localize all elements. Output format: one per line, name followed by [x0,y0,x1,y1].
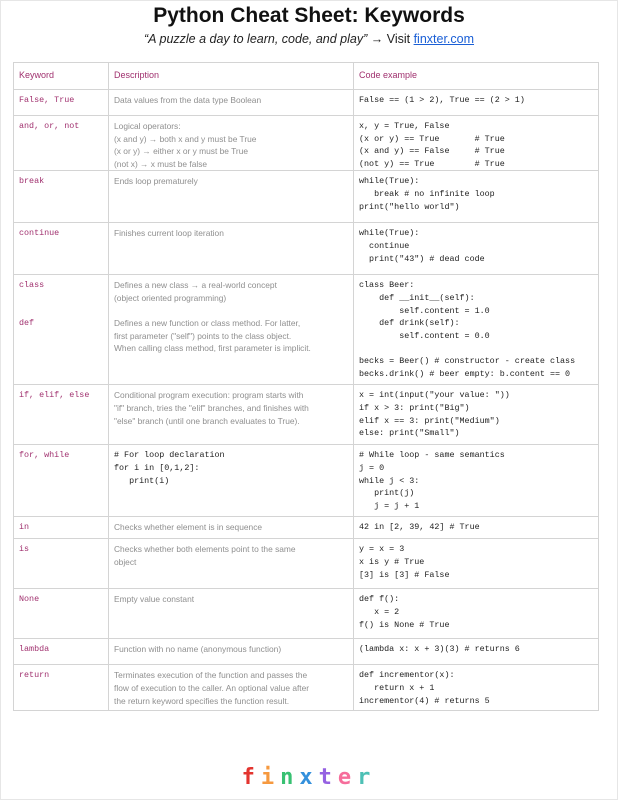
description-text: Conditional program execution: program starts with [114,390,304,401]
code-line: 42 in [2, 39, 42] # True [359,522,480,533]
code-example-cell [354,665,599,711]
keyword-cell [14,517,109,539]
keyword-text: lambda [19,644,50,655]
code-line: def __init__(self): [359,292,475,303]
code-line: if x > 3: print("Big") [359,402,470,413]
description-text: (x or y) → either x or y must be True [114,146,249,157]
description-text: first parameter ("self") points to the class object. [114,330,292,341]
code-line: x = 2 [359,606,400,617]
keyword-text: is [19,544,30,555]
table-row [14,385,599,445]
description-text: When calling class method, first parameter is implicit. [114,343,311,354]
code-example-cell [354,639,599,665]
keyword-cell [14,223,109,275]
code-line: x, y = True, False [359,121,450,131]
logo-letter: e [337,765,358,790]
column-header-code: Code example [354,63,599,90]
subtitle [0,32,618,46]
table-row [14,116,599,171]
code-line: f() is None # True [359,619,450,630]
description-text: (not x) → x must be false [114,158,208,169]
table-row [14,639,599,665]
code-line: while(True): [359,228,420,239]
keyword-text: in [19,522,30,533]
code-line: # While loop - same semantics [359,450,505,461]
code-line: def f(): [359,594,400,605]
keyword-cell [14,116,109,171]
description-text: (object oriented programming) [114,292,227,303]
code-example-cell [354,539,599,589]
code-line: continue [359,240,410,251]
keyword-text: if, elif, else [19,390,90,401]
code-line: break # no infinite loop [359,188,495,199]
keyword-cell [14,275,109,385]
description-text: the return keyword specifies the function result. [114,695,290,706]
description-text: Empty value constant [114,594,195,605]
code-example-cell [354,517,599,539]
keyword-text: def [19,318,35,329]
code-line: (not y) == True # True [359,158,505,169]
description-text: (x and y) → both x and y must be True [114,133,257,144]
code-line: print("43") # dead code [359,253,485,264]
table-row [14,589,599,639]
keyword-text [19,305,104,318]
finxter-logo [0,765,618,790]
code-line: (x or y) == True # True [359,133,505,144]
description-code-line: # For loop declaration [114,450,225,461]
keyword-text: break [19,176,45,187]
code-line: incrementor(4) # returns 5 [359,695,490,706]
code-line: print("hello world") [359,201,460,212]
description-text: Data values from the data type Boolean [114,95,262,105]
logo-letter: n [280,765,300,790]
code-example-cell [354,171,599,223]
logo-letter: r [357,765,377,790]
description-code-line: for i in [0,1,2]: [114,462,200,473]
keyword-text: False, True [19,95,75,105]
keyword-text: and, or, not [19,121,80,131]
code-line: class Beer: [359,280,415,291]
code-line: j = j + 1 [359,500,420,511]
table-row [14,517,599,539]
code-line: (lambda x: x + 3)(3) # returns 6 [359,644,520,655]
logo-letter: f [241,765,261,790]
keyword-cell [14,589,109,639]
logo-letter: x [299,765,319,790]
code-example-cell [354,90,599,116]
code-line: print(j) [359,488,415,499]
logo-letter: i [260,765,281,790]
column-header-description: Description [109,63,354,90]
description-cell [109,223,354,275]
description-cell [109,665,354,711]
description-text: "else" branch (until one branch evaluates to True). [114,415,300,426]
code-line: becks = Beer() # constructor - create class [359,355,576,366]
keyword-cell [14,90,109,116]
description-cell [109,445,354,517]
keyword-text: return [19,670,50,681]
table-row [14,665,599,711]
code-line: [3] is [3] # False [359,569,450,580]
keyword-text: continue [19,228,60,239]
code-line: else: print("Small") [359,428,460,439]
table-row [14,539,599,589]
description-cell [109,275,354,385]
description-cell [109,116,354,171]
code-line: elif x == 3: print("Medium") [359,415,500,426]
description-cell [109,517,354,539]
code-example-cell [354,223,599,275]
description-text: "if" branch, tries the "elif" branches, and finishes with [114,402,309,413]
description-cell [109,589,354,639]
code-line: self.content = 1.0 [359,305,490,316]
description-text: Defines a new function or class method. For latter, [114,318,301,329]
description-text: Function with no name (anonymous function) [114,644,282,655]
code-example-cell [354,116,599,171]
logo-letter: t [318,765,338,790]
code-example-cell [354,275,599,385]
tagline: “A puzzle a day to learn, code, and play” [143,32,368,46]
description-code-line: print(i) [114,475,170,486]
code-example-cell [354,385,599,445]
keyword-cell [14,171,109,223]
description-cell [109,639,354,665]
visit-text: → Visit [367,32,414,46]
table-row [14,223,599,275]
keyword-text: class [19,280,45,291]
keyword-text: for, while [19,450,70,461]
description-text [114,305,349,318]
code-line: return x + 1 [359,682,435,693]
code-line: while j < 3: [359,475,420,486]
table-row [14,445,599,517]
description-text: Defines a new class → a real-world concept [114,280,277,291]
code-line: x is y # True [359,556,425,567]
keyword-cell [14,639,109,665]
keyword-cell [14,539,109,589]
table-row [14,171,599,223]
keyword-text [19,292,104,305]
description-text: Checks whether element is in sequence [114,522,263,533]
description-text: object [114,556,137,567]
finxter-link[interactable]: finxter.com [413,32,475,46]
description-cell [109,171,354,223]
description-cell [109,385,354,445]
keyword-cell [14,445,109,517]
description-cell [109,539,354,589]
page-title: Python Cheat Sheet: Keywords [153,4,465,27]
table-row [14,90,599,116]
keyword-cell [14,385,109,445]
description-text: Finishes current loop iteration [114,228,224,239]
code-line: False == (1 > 2), True == (2 > 1) [359,95,525,105]
code-line: x = int(input("your value: ")) [359,390,510,401]
description-cell [109,90,354,116]
code-line: (x and y) == False # True [359,146,505,157]
column-header-keyword: Keyword [14,63,109,90]
code-line: def drink(self): [359,318,460,329]
table-body [14,90,599,711]
table-header-row [14,63,599,90]
code-line: while(True): [359,176,420,187]
description-text: Ends loop prematurely [114,176,198,187]
code-line: j = 0 [359,462,385,473]
code-line: self.content = 0.0 [359,330,490,341]
code-line: becks.drink() # beer empty: b.content == 0 [359,368,571,379]
description-text: Checks whether both elements point to the same [114,544,296,555]
description-text: flow of execution to the caller. An optional value after [114,682,310,693]
table-row [14,275,599,385]
keywords-table [13,62,599,711]
description-text: Terminates execution of the function and passes the [114,670,308,681]
code-example-cell [354,589,599,639]
code-example-cell [354,445,599,517]
code-line: def incrementor(x): [359,670,455,681]
keyword-cell [14,665,109,711]
keyword-text: None [19,594,40,605]
description-text: Logical operators: [114,121,181,131]
code-line: y = x = 3 [359,544,405,555]
code-line [359,342,594,355]
